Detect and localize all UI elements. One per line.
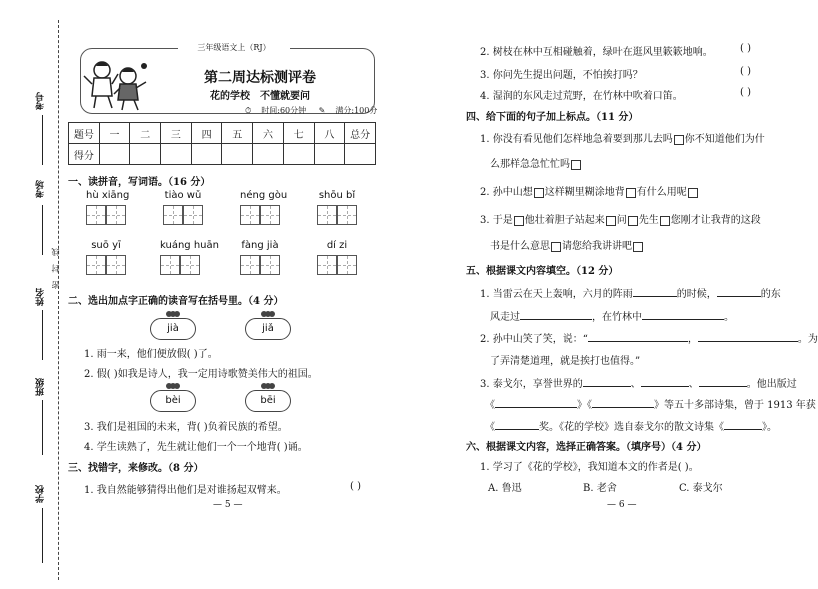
sentence-text: ，在竹林中: [592, 312, 642, 323]
badge-text: bèi: [165, 395, 181, 406]
sentence-text: 问: [616, 215, 627, 226]
sentence-text: 》。: [762, 422, 777, 433]
pinyin-text: dí zi: [326, 240, 348, 251]
answer-paren[interactable]: ( ): [740, 43, 751, 54]
fill-blank[interactable]: [641, 377, 689, 387]
score-header-cell: 五: [222, 123, 253, 144]
score-cell[interactable]: [222, 144, 253, 165]
sentence-text: 2. 孙中山想: [480, 187, 533, 198]
question-6-1: 1. 学习了《花的学校》，我知道本文的作者是( )。: [480, 462, 699, 473]
sentence-text: 书是什么意思: [490, 241, 550, 252]
page-number: — 6 —: [607, 500, 637, 510]
class-field[interactable]: [42, 400, 43, 455]
sentence-text: 的时候，: [676, 289, 717, 300]
write-cell[interactable]: [160, 255, 180, 275]
score-header-cell: 七: [283, 123, 314, 144]
section-4-heading: 四、给下面的句子加上标点。（11 分）: [466, 112, 639, 123]
fill-blank[interactable]: [592, 398, 654, 408]
question-4-1-line2: [490, 155, 582, 170]
question-5-1-line2: 风走过 ，在竹林中 。: [490, 312, 734, 323]
write-cell[interactable]: [260, 205, 280, 225]
series-tag: 三年级语文上（RJ）: [178, 42, 290, 53]
punctuation-box[interactable]: [534, 188, 544, 198]
question-2-3: 3. 我们是祖国的未来，背( )负着民族的希望。: [84, 422, 288, 433]
option-a[interactable]: A. 鲁迅: [488, 483, 522, 494]
pinyin-option-badge: [245, 318, 291, 340]
write-cell[interactable]: [240, 255, 260, 275]
answer-paren[interactable]: ( ): [350, 481, 361, 492]
pinyin-group: [317, 190, 357, 225]
score-header-cell: 二: [130, 123, 161, 144]
write-cell[interactable]: [240, 205, 260, 225]
write-cell[interactable]: [163, 205, 183, 225]
score-cell[interactable]: [161, 144, 192, 165]
exam-number-field[interactable]: [42, 115, 43, 165]
sentence-text: 您刚才让我背的这段: [670, 215, 761, 226]
fill-blank[interactable]: [583, 377, 631, 387]
question-2-4: 4. 学生读熟了，先生就让他们一个一个地背( )诵。: [84, 442, 308, 453]
punctuation-box[interactable]: [633, 242, 643, 252]
sentence-text: 他壮着胆子站起来: [524, 215, 605, 226]
score-row-label: 得分: [69, 144, 100, 165]
fill-blank[interactable]: [588, 332, 688, 342]
sentence-text: 先生: [638, 215, 659, 226]
page-title: 第二周达标测评卷: [204, 70, 316, 86]
question-4-3-line1: [480, 211, 761, 226]
sentence-text: 《: [485, 400, 495, 411]
binding-label-exam-room: 考场: [36, 180, 46, 198]
score-header-cell: 四: [191, 123, 222, 144]
question-5-2-line2: 了弄清楚道理，就是挨打也值得。”: [490, 356, 641, 367]
question-5-3-line3: 《 奖。《花的学校》选自泰戈尔的散文诗集《 》。: [485, 422, 777, 433]
write-cell[interactable]: [183, 205, 203, 225]
sentence-text: 。为: [797, 334, 818, 345]
score-table: [68, 122, 376, 165]
exam-meta: [245, 105, 387, 116]
score-header-cell: 题号: [69, 123, 100, 144]
fill-blank[interactable]: [699, 377, 747, 387]
kids-illustration-icon: [84, 56, 150, 112]
fill-blank[interactable]: [520, 310, 592, 320]
score-header-cell: 总分: [345, 123, 376, 144]
answer-paren[interactable]: ( ): [740, 66, 751, 77]
pinyin-group: [240, 240, 280, 275]
exam-full-score: 满分:100分: [335, 106, 378, 115]
question-3-3: 3. 你问先生提出问题，不怕挨打吗？: [480, 70, 643, 81]
sentence-text: 》等五十多部诗集，曾于 1913 年获: [654, 400, 816, 411]
pinyin-text: suō yī: [91, 240, 121, 251]
flower-icon: [166, 382, 180, 390]
badge-text: bēi: [260, 395, 276, 406]
sentence-text: 你不知道他们为什: [684, 134, 765, 145]
punctuation-box[interactable]: [660, 216, 670, 226]
write-cell[interactable]: [260, 255, 280, 275]
pinyin-option-badge: [150, 318, 196, 340]
score-header-cell: 一: [99, 123, 130, 144]
write-cell[interactable]: [317, 255, 337, 275]
write-cell[interactable]: [317, 205, 337, 225]
exam-room-field[interactable]: [42, 205, 43, 255]
binding-label-exam-number: 考号: [36, 92, 46, 110]
pinyin-option-badge: [150, 390, 196, 412]
pinyin-group: [163, 190, 203, 225]
answer-paren[interactable]: ( ): [740, 87, 751, 98]
score-cell[interactable]: [191, 144, 222, 165]
write-cell[interactable]: [86, 255, 106, 275]
question-4-3-line2: [490, 237, 644, 252]
binding-line: [58, 20, 59, 580]
punctuation-box[interactable]: [628, 216, 638, 226]
pinyin-text: néng gòu: [240, 190, 288, 201]
punctuation-box[interactable]: [626, 188, 636, 198]
sentence-text: 1. 当雷云在天上轰响，六月的阵雨: [480, 289, 633, 300]
sentence-text: 》《: [577, 400, 592, 411]
pinyin-group: [86, 190, 129, 225]
flower-icon: [261, 310, 275, 318]
binding-label-class: 班级: [36, 378, 46, 396]
question-5-3-line2: [485, 396, 816, 411]
write-cell[interactable]: [86, 205, 106, 225]
punctuation-box[interactable]: [606, 216, 616, 226]
pinyin-group: [240, 190, 287, 225]
option-b[interactable]: B. 老舍: [583, 483, 617, 494]
sentence-text: 么那样急急忙忙吗: [490, 159, 570, 170]
sentence-text: 1. 你没有看见他们怎样地急着要到那儿去吗: [480, 134, 673, 145]
badge-text: jià: [167, 323, 179, 334]
write-cell[interactable]: [180, 255, 200, 275]
sentence-text: 有什么用呢: [636, 187, 687, 198]
question-3-4: 4. 湿润的东风走过荒野，在竹林中吹着口笛。: [480, 91, 683, 102]
sentence-text: 请您给我讲讲吧: [562, 241, 632, 252]
binding-seal: 密 封 线: [51, 245, 60, 290]
fill-blank[interactable]: [698, 332, 798, 342]
sentence-text: 3. 泰戈尔，享誉世界的: [480, 379, 583, 390]
pinyin-text: shōu bǐ: [318, 190, 356, 201]
fill-blank[interactable]: [642, 310, 724, 320]
pencil-icon: ✎: [318, 106, 326, 115]
pinyin-group: [86, 240, 126, 275]
fill-blank[interactable]: [633, 287, 677, 297]
question-3-1: 1. 我自然能够猜得出他们是对谁扬起双臂来。: [84, 485, 287, 496]
question-5-2-line1: [480, 330, 818, 345]
page-subtitle: 花的学校 不懂就要问: [210, 91, 310, 102]
question-5-1-line1: [480, 285, 781, 300]
score-cell[interactable]: [130, 144, 161, 165]
pinyin-text: kuáng huān: [160, 240, 219, 251]
sentence-text: 风走过: [490, 312, 520, 323]
section-6-heading: 六、根据课文内容，选择正确答案。（填序号）（4 分）: [466, 442, 707, 453]
write-cell[interactable]: [106, 255, 126, 275]
fill-blank[interactable]: [724, 420, 762, 430]
option-c[interactable]: C. 泰戈尔: [679, 483, 723, 494]
question-2-1: 1. 雨一来，他们便放假( )了。: [84, 349, 218, 360]
question-4-1-line1: [480, 130, 765, 145]
section-3-heading: 三、找错字，来修改。（8 分）: [68, 463, 204, 474]
badge-text: jiǎ: [262, 323, 274, 334]
binding-label-school: 学校: [36, 485, 46, 503]
punctuation-box[interactable]: [688, 188, 698, 198]
sentence-text: 。他出版过: [746, 379, 797, 390]
fill-blank[interactable]: [495, 398, 577, 408]
fill-blank[interactable]: [717, 287, 761, 297]
sentence-text: ，: [687, 334, 698, 345]
pinyin-text: tiào wǔ: [164, 190, 202, 201]
score-cell[interactable]: [283, 144, 314, 165]
binding-label-name: 姓名: [36, 288, 46, 306]
sentence-text: 的东: [760, 289, 781, 300]
score-header-cell: 三: [161, 123, 192, 144]
flower-icon: [261, 382, 275, 390]
punctuation-box[interactable]: [571, 160, 581, 170]
pinyin-group: [317, 240, 357, 275]
score-cell[interactable]: [314, 144, 345, 165]
score-header-cell: 八: [314, 123, 345, 144]
punctuation-box[interactable]: [514, 216, 524, 226]
punctuation-box[interactable]: [674, 135, 684, 145]
score-cell[interactable]: [99, 144, 130, 165]
question-2-2: 2. 假( )如我是诗人，我一定用诗歌赞美伟大的祖国。: [84, 369, 318, 380]
sentence-text: 这样糊里糊涂地背: [544, 187, 625, 198]
write-cell[interactable]: [106, 205, 126, 225]
section-1-heading: 一、读拼音，写词语。（16 分）: [68, 177, 211, 188]
score-header-cell: 六: [253, 123, 284, 144]
pinyin-group: [160, 240, 219, 275]
question-5-3-line1: 3. 泰戈尔，享誉世界的 、 、 。他出版过: [480, 379, 797, 390]
pinyin-option-badge: [245, 390, 291, 412]
exam-time: 时间:60分钟: [261, 106, 307, 115]
section-5-heading: 五、根据课文内容填空。（12 分）: [466, 266, 619, 277]
clock-icon: ⏱: [245, 106, 252, 115]
fill-blank[interactable]: [495, 420, 539, 430]
name-field[interactable]: [42, 310, 43, 360]
sentence-text: 奖。《花的学校》选自泰戈尔的散文诗集《: [539, 422, 724, 433]
score-cell[interactable]: [253, 144, 284, 165]
section-2-heading: 二、选出加点字正确的读音写在括号里。（4 分）: [68, 296, 284, 307]
sentence-text: 2. 孙中山笑了笑，说：“: [480, 334, 588, 345]
write-cell[interactable]: [337, 255, 357, 275]
question-4-2: [480, 183, 699, 198]
score-cell[interactable]: [345, 144, 376, 165]
page-number: — 5 —: [213, 500, 243, 510]
flower-icon: [166, 310, 180, 318]
pinyin-text: fàng jià: [241, 240, 279, 251]
school-field[interactable]: [42, 508, 43, 563]
sentence-text: 3. 于是: [480, 215, 513, 226]
write-cell[interactable]: [337, 205, 357, 225]
pinyin-text: hù xiāng: [86, 190, 130, 201]
punctuation-box[interactable]: [551, 242, 561, 252]
question-3-2: 2. 树枝在林中互相碰触着，绿叶在逛风里簌簌地响。: [480, 47, 713, 58]
